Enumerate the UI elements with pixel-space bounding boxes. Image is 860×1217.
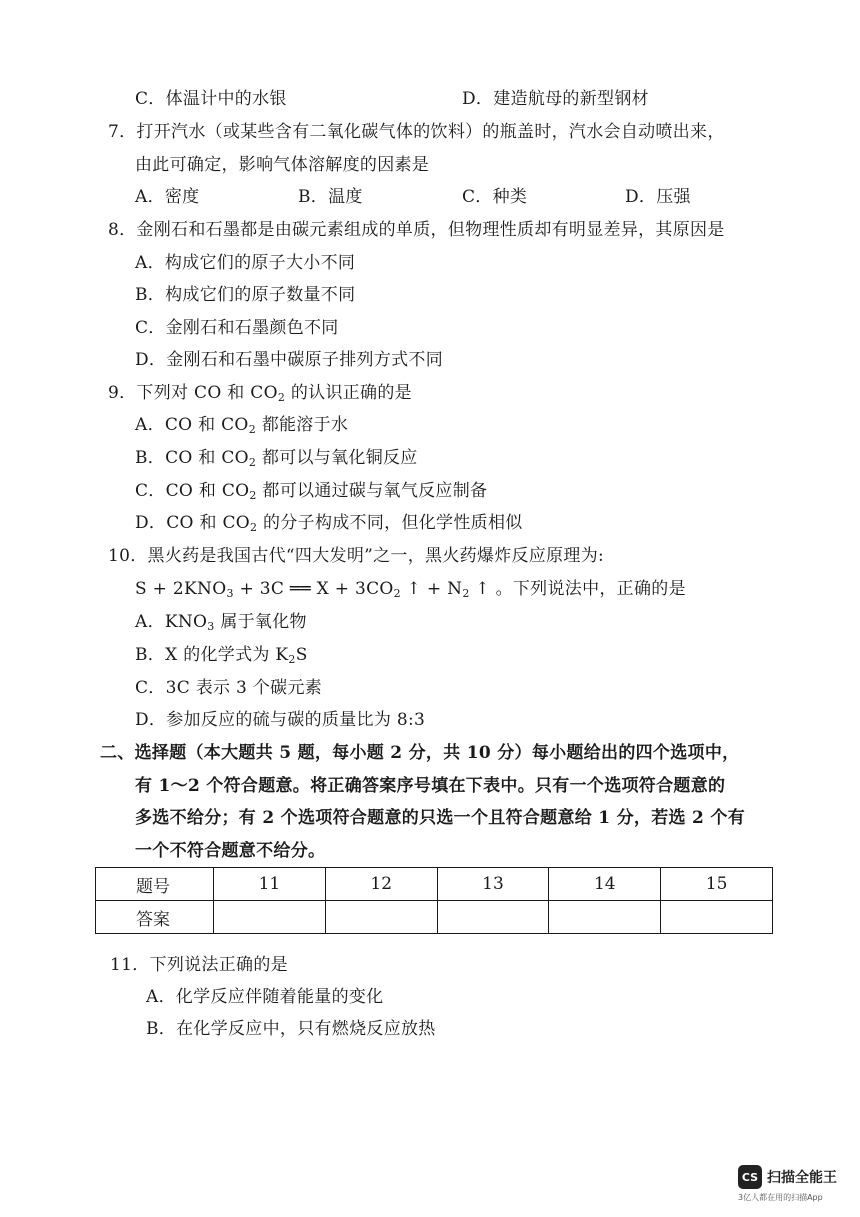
q7-option-b: B．温度 (298, 187, 363, 207)
answer-table-number-label: 题号 (96, 868, 214, 901)
answer-table-answer-label: 答案 (96, 901, 214, 934)
q9-option-a: A．CO 和 $CO_2$ 都能溶于水 (135, 415, 349, 436)
scanner-app-name: 扫描全能王 (767, 1170, 837, 1186)
q7-stem-line1: 7．打开汽水（或某些含有二氧化碳气体的饮料）的瓶盖时，汽水会自动喷出来， (108, 122, 725, 142)
q7-stem-line2: 由此可确定，影响气体溶解度的因素是 (135, 155, 430, 175)
q10-option-c: C．3C 表示 3 个碳元素 (135, 678, 323, 698)
q8-option-c: C．金刚石和石墨颜色不同 (135, 318, 339, 338)
q9-option-c: C．CO 和 $CO_2$ 都可以通过碳与氧气反应制备 (135, 481, 488, 502)
q8-stem: 8．金刚石和石墨都是由碳元素组成的单质，但物理性质却有明显差异，其原因是 (108, 220, 725, 240)
answer-cell-13[interactable] (437, 901, 549, 934)
q9-option-b: B．CO 和 $CO_2$ 都可以与氧化铜反应 (135, 448, 418, 469)
section2-instructions-line4: 一个不符合题意不给分。 (135, 841, 326, 861)
answer-table-number-row (96, 868, 773, 901)
q9-option-d: D．CO 和 $CO_2$ 的分子构成不同，但化学性质相似 (135, 513, 523, 534)
cs-logo-icon: CS (738, 1165, 762, 1189)
q7-option-c: C．种类 (462, 187, 528, 207)
answer-cell-15[interactable] (661, 901, 773, 934)
q6-option-c: C．体温计中的水银 (135, 89, 287, 109)
q8-option-d: D．金刚石和石墨中碳原子排列方式不同 (135, 350, 444, 370)
q9-stem: 9．下列对 CO 和 $CO_2$ 的认识正确的是 (108, 383, 412, 404)
q10-equation: $S + 2KNO_3 + 3C$ ══ $X + 3CO_2$ ↑ + $N_2$ ↑ 。下列说法中，正确的是 (135, 579, 686, 600)
answer-table-number-cell: 12 (325, 868, 437, 901)
q10-option-d: D．参加反应的硫与碳的质量比为 8:3 (135, 710, 426, 730)
answer-cell-14[interactable] (549, 901, 661, 934)
q10-option-a: A．$KNO_3$ 属于氧化物 (135, 612, 307, 633)
section2-instructions-line2: 有 1～2 个符合题意。将正确答案序号填在下表中。只有一个选项符合题意的 (135, 776, 726, 796)
answer-table-number-cell: 11 (214, 868, 326, 901)
answer-table-number-cell: 14 (549, 868, 661, 901)
answer-table-number-cell: 13 (437, 868, 549, 901)
q10-stem: 10．黑火药是我国古代“四大发明”之一，黑火药爆炸反应原理为: (108, 546, 605, 566)
answer-table-number-cell: 15 (661, 868, 773, 901)
section2-instructions-line3: 多选不给分；有 2 个选项符合题意的只选一个且符合题意给 1 分，若选 2 个有 (135, 808, 745, 828)
q7-option-a: A．密度 (135, 187, 200, 207)
q8-option-a: A．构成它们的原子大小不同 (135, 253, 356, 273)
q11-stem: 11．下列说法正确的是 (110, 955, 288, 975)
q7-option-d: D．压强 (625, 187, 691, 207)
q8-option-b: B．构成它们的原子数量不同 (135, 285, 356, 305)
answer-table-answer-row (96, 901, 773, 934)
q6-option-d: D．建造航母的新型钢材 (462, 89, 649, 109)
scanner-tagline: 3亿人都在用的扫描App (738, 1193, 823, 1202)
scanner-logo (738, 1165, 837, 1189)
answer-table (95, 867, 773, 934)
answer-cell-11[interactable] (214, 901, 326, 934)
answer-cell-12[interactable] (325, 901, 437, 934)
q11-option-a: A．化学反应伴随着能量的变化 (146, 987, 384, 1007)
section2-instructions-line1: 二、选择题（本大题共 5 题，每小题 2 分，共 10 分）每小题给出的四个选项中， (100, 743, 740, 763)
q11-option-b: B．在化学反应中，只有燃烧反应放热 (146, 1019, 436, 1039)
q10-option-b: B．X 的化学式为 $K_2S$ (135, 645, 308, 666)
